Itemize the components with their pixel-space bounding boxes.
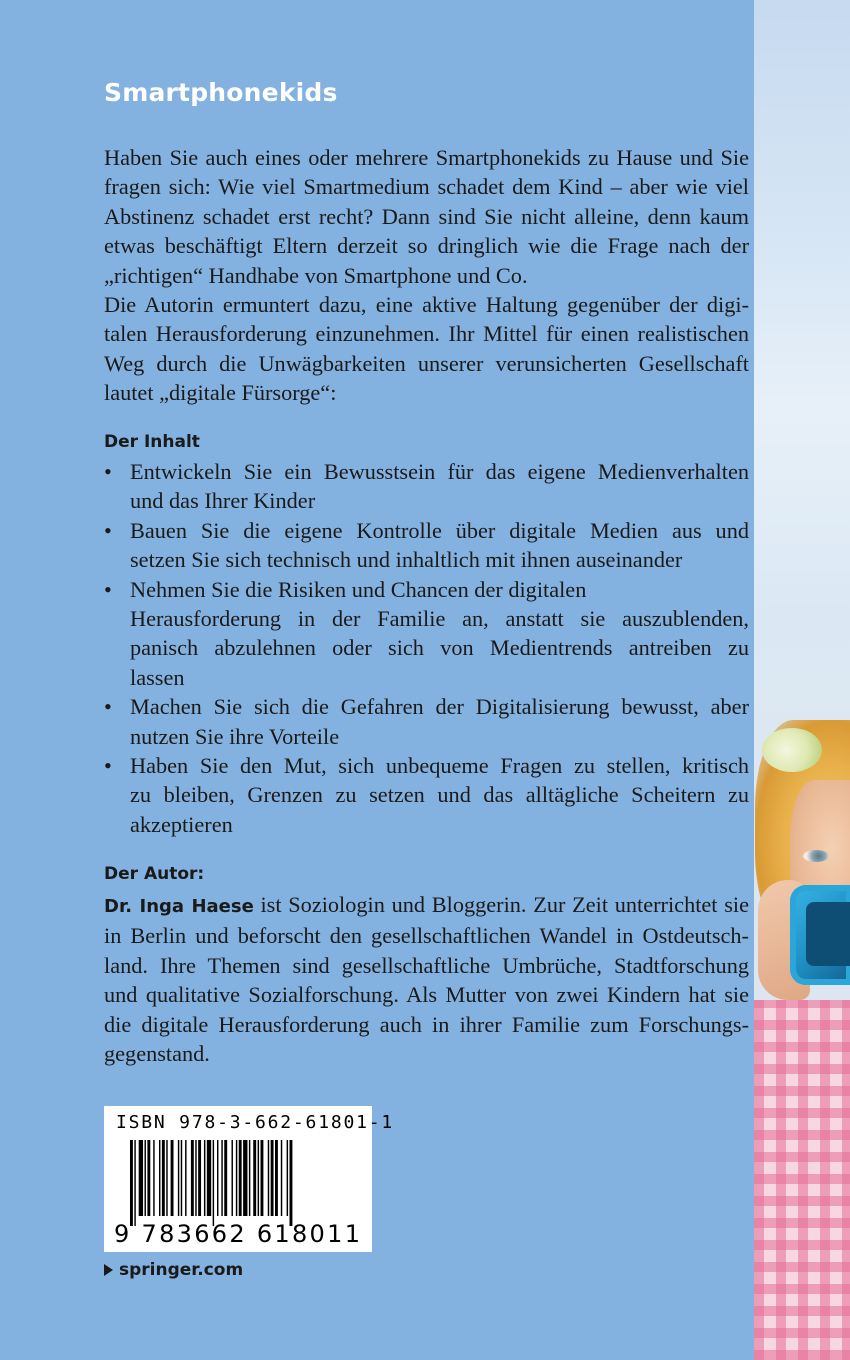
- barcode-bar: [191, 1140, 194, 1216]
- barcode-bar: [224, 1140, 227, 1216]
- barcode-bar: [290, 1140, 293, 1226]
- barcode-bar: [207, 1140, 211, 1216]
- barcode-bar: [258, 1140, 259, 1216]
- barcode-bar: [195, 1140, 196, 1216]
- barcode-bar: [166, 1140, 167, 1216]
- barcode-bar: [178, 1140, 179, 1216]
- bullet-marker: •: [104, 694, 112, 720]
- barcode-bar: [213, 1140, 214, 1226]
- intro-line: Abstinenz schadet erst recht? Dann sind Sie nicht alleine, denn kaum: [104, 203, 749, 229]
- list-item-line: Entwickeln Sie ein Bewusstsein für das eigene Medienverhalten: [130, 459, 749, 484]
- barcode-bar: [243, 1140, 247, 1216]
- list-item-line: Nehmen Sie die Risiken und Chancen der digitalen: [130, 576, 587, 602]
- author-line: in Berlin und beforscht den gesellschaftlichen Wandel in Ostdeutsch-: [104, 923, 749, 949]
- bullet-marker: •: [104, 459, 112, 484]
- book-title: Smartphonekids: [104, 78, 338, 107]
- list-item-line: lassen: [130, 664, 185, 690]
- list-item-line: nutzen Sie ihre Vorteile: [130, 723, 340, 749]
- barcode-bar: [221, 1140, 222, 1216]
- list-item: [104, 692, 749, 751]
- barcode-bar: [162, 1140, 165, 1216]
- author-line: [104, 890, 749, 921]
- barcode-bar: [145, 1140, 146, 1216]
- barcode-bar: [232, 1140, 233, 1216]
- barcode-bar: [171, 1140, 174, 1216]
- plaid-shirt: [754, 1000, 850, 1360]
- intro-line: lautet „digitale Fürsorge“:: [104, 380, 337, 406]
- isbn-barcode: [104, 1106, 395, 1252]
- barcode-bar: [185, 1140, 186, 1216]
- barcode-bar: [204, 1140, 205, 1216]
- author-line: gegenstand.: [104, 1041, 210, 1067]
- list-item: [104, 457, 749, 516]
- content-heading: Der Inhalt: [104, 432, 200, 452]
- barcode-bar: [130, 1140, 133, 1226]
- author-line-text: ist Soziologin und Bloggerin. Zur Zeit unterrichtet sie: [253, 892, 749, 917]
- website-text: springer.com: [119, 1260, 244, 1280]
- barcode-bar: [249, 1140, 250, 1216]
- barcode-bar: [239, 1140, 242, 1216]
- bullet-marker: •: [104, 517, 112, 543]
- barcode-bar: [268, 1140, 269, 1216]
- list-item-line: zu bleiben, Grenzen zu setzen und das alltägliche Scheitern zu: [130, 782, 749, 808]
- list-item-line: und das Ihrer Kinder: [130, 488, 316, 514]
- content-list: [104, 457, 749, 839]
- barcode-bar: [261, 1140, 264, 1216]
- barcode-bar: [217, 1140, 218, 1216]
- isbn-digits: 9 783662 618011: [114, 1220, 363, 1248]
- intro-text: [104, 143, 749, 408]
- intro-line: etwas beschäftigt Eltern derzeit so dringlich wie die Frage nach der: [104, 233, 749, 259]
- phone-screen: [806, 902, 850, 966]
- bullet-marker: •: [104, 576, 112, 602]
- list-item: [104, 575, 749, 693]
- barcode-bar: [271, 1140, 274, 1216]
- list-item: [104, 751, 749, 839]
- intro-line: Weg durch die Unwägbarkeiten unserer verunsicherten Gesellschaft: [104, 350, 749, 376]
- barcode-bar: [253, 1140, 256, 1216]
- barcode-bar: [287, 1140, 288, 1216]
- barcode-bar: [147, 1140, 150, 1216]
- barcode-bar: [281, 1140, 282, 1216]
- publisher-website[interactable]: [104, 1260, 243, 1280]
- intro-line: „richtigen“ Handhabe von Smartphone und Co.: [104, 262, 528, 288]
- barcode-bar: [134, 1140, 135, 1226]
- author-line: die digitale Herausforderung auch in ihrer Familie zum Forschungs-: [104, 1011, 749, 1037]
- intro-line: fragen sich: Wie viel Smartmedium schadet dem Kind – aber wie viel: [104, 174, 749, 200]
- list-item-line: Herausforderung in der Familie an, anstatt sie auszublenden,: [130, 606, 749, 632]
- isbn-label: ISBN 978-3-662-61801-1: [116, 1112, 395, 1133]
- barcode-bar: [139, 1140, 143, 1216]
- intro-line: Die Autorin ermuntert dazu, eine aktive Haltung gegenüber der digi-: [104, 292, 749, 318]
- list-item-line: akzeptieren: [130, 811, 233, 837]
- author-heading: Der Autor:: [104, 864, 205, 884]
- intro-line: Haben Sie auch eines oder mehrere Smartphonekids zu Hause und Sie: [104, 145, 749, 170]
- barcode-bar: [198, 1140, 201, 1216]
- author-line: und qualitative Sozialforschung. Als Mutter von zwei Kindern hat sie: [104, 982, 749, 1008]
- author-bio: [104, 890, 749, 1068]
- list-item-line: Haben Sie den Mut, sich unbequeme Fragen zu stellen, kritisch: [130, 753, 749, 779]
- bullet-marker: •: [104, 753, 112, 779]
- barcode-bar: [275, 1140, 278, 1216]
- author-line: land. Ihre Themen sind gesellschaftliche Umbrüche, Stadtforschung: [104, 952, 749, 978]
- barcode-bar: [181, 1140, 182, 1216]
- list-item-line: panisch abzulehnen oder sich von Medientrends antreiben zu: [130, 635, 749, 661]
- barcode-bar: [236, 1140, 237, 1216]
- arrow-right-icon: [104, 1264, 113, 1276]
- list-item: [104, 516, 749, 575]
- child-eye: [803, 850, 829, 862]
- barcode-bar: [159, 1140, 160, 1216]
- barcode-bar: [153, 1140, 154, 1216]
- intro-line: talen Herausforderung einzunehmen. Ihr Mittel für einen realistischen: [104, 321, 749, 347]
- author-name: Dr. Inga Haese: [104, 896, 254, 917]
- list-item-line: Machen Sie sich die Gefahren der Digitalisierung bewusst, aber: [130, 694, 749, 720]
- list-item-line: Bauen Sie die eigene Kontrolle über digitale Medien aus und: [130, 517, 749, 543]
- hair-flower: [762, 728, 822, 772]
- barcode-bars: [130, 1140, 348, 1226]
- list-item-line: setzen Sie sich technisch und inhaltlich mit ihnen auseinander: [130, 547, 683, 573]
